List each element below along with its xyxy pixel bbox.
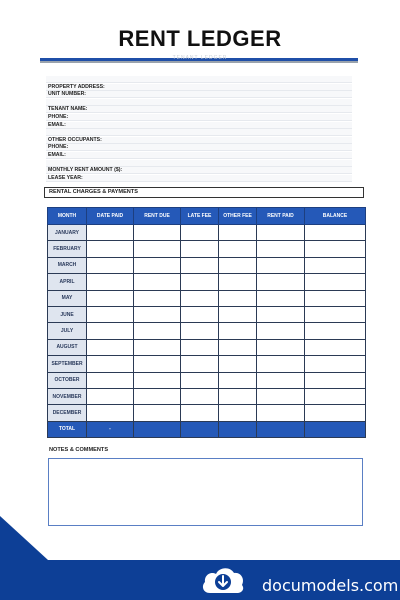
entry-cell[interactable] — [257, 356, 305, 372]
month-cell: APRIL — [48, 274, 87, 290]
entry-cell[interactable] — [87, 225, 134, 241]
entry-cell[interactable] — [87, 405, 134, 421]
entry-cell[interactable] — [181, 339, 219, 355]
entry-cell[interactable] — [87, 323, 134, 339]
entry-cell[interactable] — [87, 372, 134, 388]
month-cell: MAY — [48, 290, 87, 306]
entry-cell[interactable] — [305, 356, 366, 372]
entry-cell[interactable] — [87, 274, 134, 290]
footer-corner-triangle — [0, 516, 48, 560]
entry-cell[interactable] — [134, 323, 181, 339]
entry-cell[interactable] — [134, 388, 181, 404]
entry-cell[interactable] — [219, 323, 257, 339]
entry-cell[interactable] — [87, 388, 134, 404]
entry-cell[interactable] — [305, 372, 366, 388]
entry-cell[interactable] — [219, 356, 257, 372]
entry-cell[interactable] — [219, 274, 257, 290]
info-field-label: MONTHLY RENT AMOUNT ($): — [46, 167, 352, 174]
entry-cell[interactable] — [181, 225, 219, 241]
entry-cell[interactable] — [305, 339, 366, 355]
notes-field[interactable] — [48, 458, 363, 526]
entry-cell[interactable] — [257, 274, 305, 290]
column-header: LATE FEE — [181, 208, 219, 225]
month-cell: JULY — [48, 323, 87, 339]
total-cell — [257, 421, 305, 437]
entry-cell[interactable] — [87, 339, 134, 355]
table-row — [48, 274, 366, 290]
entry-cell[interactable] — [134, 225, 181, 241]
entry-cell[interactable] — [181, 290, 219, 306]
entry-cell[interactable] — [257, 323, 305, 339]
table-row — [48, 339, 366, 355]
entry-cell[interactable] — [305, 257, 366, 273]
entry-cell[interactable] — [219, 306, 257, 322]
info-field-label: EMAIL: — [46, 152, 352, 159]
entry-cell[interactable] — [257, 405, 305, 421]
column-header: MONTH — [48, 208, 87, 225]
title-divider-gray — [40, 61, 358, 63]
entry-cell[interactable] — [219, 257, 257, 273]
entry-cell[interactable] — [181, 323, 219, 339]
month-cell: OCTOBER — [48, 372, 87, 388]
entry-cell[interactable] — [219, 339, 257, 355]
entry-cell[interactable] — [181, 405, 219, 421]
entry-cell[interactable] — [134, 290, 181, 306]
total-cell — [219, 421, 257, 437]
info-spacer — [46, 76, 352, 83]
entry-cell[interactable] — [87, 241, 134, 257]
entry-cell[interactable] — [134, 257, 181, 273]
table-row — [48, 356, 366, 372]
table-header-row — [48, 208, 366, 225]
table-row — [48, 241, 366, 257]
month-cell: SEPTEMBER — [48, 356, 87, 372]
rental-charges-header: RENTAL CHARGES & PAYMENTS — [44, 187, 364, 198]
entry-cell[interactable] — [219, 225, 257, 241]
table-row — [48, 306, 366, 322]
total-cell — [134, 421, 181, 437]
info-spacer — [46, 129, 352, 136]
entry-cell[interactable] — [181, 306, 219, 322]
entry-cell[interactable] — [257, 225, 305, 241]
entry-cell[interactable] — [257, 388, 305, 404]
tenant-info-section — [46, 76, 352, 181]
entry-cell[interactable] — [181, 372, 219, 388]
info-field-label: PHONE: — [46, 114, 352, 121]
entry-cell[interactable] — [219, 372, 257, 388]
table-row — [48, 388, 366, 404]
total-cell — [305, 421, 366, 437]
entry-cell[interactable] — [181, 356, 219, 372]
total-label: TOTAL — [48, 421, 87, 437]
entry-cell[interactable] — [134, 405, 181, 421]
info-field-label: UNIT NUMBER: — [46, 91, 352, 98]
entry-cell[interactable] — [181, 241, 219, 257]
info-field-label: TENANT NAME: — [46, 106, 352, 113]
entry-cell[interactable] — [134, 241, 181, 257]
table-row — [48, 290, 366, 306]
info-field-label: OTHER OCCUPANTS: — [46, 137, 352, 144]
month-cell: FEBRUARY — [48, 241, 87, 257]
entry-cell[interactable] — [257, 290, 305, 306]
month-cell: NOVEMBER — [48, 388, 87, 404]
entry-cell[interactable] — [219, 405, 257, 421]
entry-cell[interactable] — [134, 306, 181, 322]
entry-cell[interactable] — [219, 388, 257, 404]
info-field-label: PROPERTY ADDRESS: — [46, 84, 352, 91]
entry-cell[interactable] — [305, 388, 366, 404]
info-spacer — [46, 160, 352, 167]
entry-cell[interactable] — [181, 388, 219, 404]
info-field-label: PHONE: — [46, 144, 352, 151]
entry-cell[interactable] — [257, 339, 305, 355]
table-row — [48, 225, 366, 241]
table-row — [48, 323, 366, 339]
document-title: RENT LEDGER — [118, 26, 282, 51]
brand-text: documodels.com — [262, 576, 399, 595]
entry-cell[interactable] — [87, 290, 134, 306]
entry-cell[interactable] — [87, 257, 134, 273]
month-cell: MARCH — [48, 257, 87, 273]
entry-cell[interactable] — [305, 241, 366, 257]
table-row — [48, 372, 366, 388]
entry-cell[interactable] — [305, 290, 366, 306]
column-header: RENT PAID — [257, 208, 305, 225]
table-row — [48, 405, 366, 421]
entry-cell[interactable] — [305, 225, 366, 241]
entry-cell[interactable] — [134, 356, 181, 372]
month-cell: JUNE — [48, 306, 87, 322]
entry-cell[interactable] — [181, 257, 219, 273]
entry-cell[interactable] — [305, 274, 366, 290]
month-cell: AUGUST — [48, 339, 87, 355]
entry-cell[interactable] — [181, 274, 219, 290]
notes-label: NOTES & COMMENTS — [49, 447, 109, 453]
entry-cell[interactable] — [87, 306, 134, 322]
entry-cell[interactable] — [305, 306, 366, 322]
entry-cell[interactable] — [305, 405, 366, 421]
column-header: DATE PAID — [87, 208, 134, 225]
document-subtitle: TENANT LEDGER — [172, 55, 228, 61]
month-cell: JANUARY — [48, 225, 87, 241]
cloud-download-icon — [200, 563, 246, 597]
entry-cell[interactable] — [219, 241, 257, 257]
total-row — [48, 421, 366, 437]
total-date-paid: - — [87, 421, 134, 437]
entry-cell[interactable] — [257, 257, 305, 273]
info-field-label: LEASE YEAR: — [46, 175, 352, 182]
table-row — [48, 257, 366, 273]
total-cell — [181, 421, 219, 437]
entry-cell[interactable] — [305, 323, 366, 339]
column-header: BALANCE — [305, 208, 366, 225]
entry-cell[interactable] — [257, 241, 305, 257]
rent-ledger-table — [47, 207, 366, 438]
column-header: OTHER FEE — [219, 208, 257, 225]
entry-cell[interactable] — [134, 372, 181, 388]
entry-cell[interactable] — [134, 274, 181, 290]
info-spacer — [46, 99, 352, 106]
entry-cell[interactable] — [87, 356, 134, 372]
column-header: RENT DUE — [134, 208, 181, 225]
month-cell: DECEMBER — [48, 405, 87, 421]
entry-cell[interactable] — [134, 339, 181, 355]
entry-cell[interactable] — [257, 372, 305, 388]
info-field-label: EMAIL: — [46, 122, 352, 129]
entry-cell[interactable] — [219, 290, 257, 306]
entry-cell[interactable] — [257, 306, 305, 322]
